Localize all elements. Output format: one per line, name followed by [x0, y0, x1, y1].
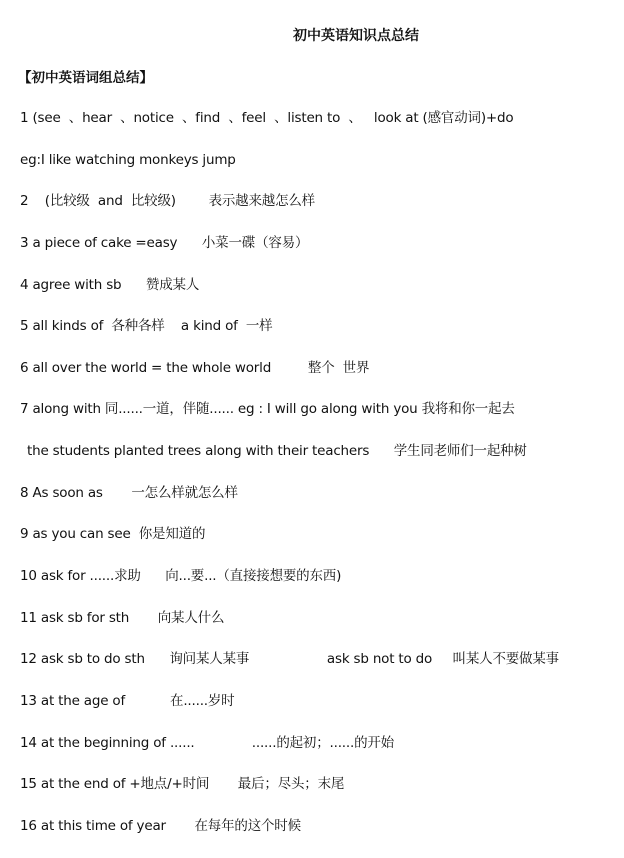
- list-item: 9 as you can see 你是知道的: [20, 526, 206, 543]
- list-item: 13 at the age of 在......岁时: [20, 692, 235, 709]
- list-item: 7 along with 同......一道，伴随...... eg : I will go along with you 我将和你一起去: [20, 401, 515, 418]
- list-item: 11 ask sb for sth 向某人什么: [20, 609, 225, 626]
- list-item: eg:I like watching monkeys jump: [20, 151, 236, 168]
- list-item: 4 agree with sb 赞成某人: [20, 276, 200, 293]
- list-item: 8 As soon as 一怎么样就怎么样: [20, 484, 238, 501]
- list-item: 3 a piece of cake =easy 小菜一碟（容易）: [20, 234, 309, 251]
- list-item: 14 at the beginning of ...... ......的起初；......的开始: [20, 734, 394, 751]
- list-item: 2 (比较级 and 比较级) 表示越来越怎么样: [20, 193, 315, 210]
- list-item: the students planted trees along with their teachers 学生同老师们一起种树: [27, 443, 527, 460]
- section-heading: 【初中英语词组总结】: [18, 70, 153, 86]
- list-item: 10 ask for ......求助 向...要...（直接接想要的东西): [20, 568, 342, 585]
- phrase-list: [20, 107, 624, 857]
- list-item: 5 all kinds of 各种各样 a kind of 一样: [20, 318, 273, 335]
- list-item: 1 (see 、hear 、notice 、find 、feel 、listen to 、 look at (感官动词)+do: [20, 110, 514, 126]
- list-item: 12 ask sb to do sth 询问某人某事 ask sb not to do 叫某人不要做某事: [20, 651, 559, 668]
- list-item: 15 at the end of +地点/+时间 最后；尽头；末尾: [20, 776, 345, 793]
- document-title: 初中英语知识点总结: [293, 28, 419, 44]
- list-item: 16 at this time of year 在每年的这个时候: [20, 817, 301, 834]
- list-item: 6 all over the world = the whole world 整个 世界: [20, 359, 370, 376]
